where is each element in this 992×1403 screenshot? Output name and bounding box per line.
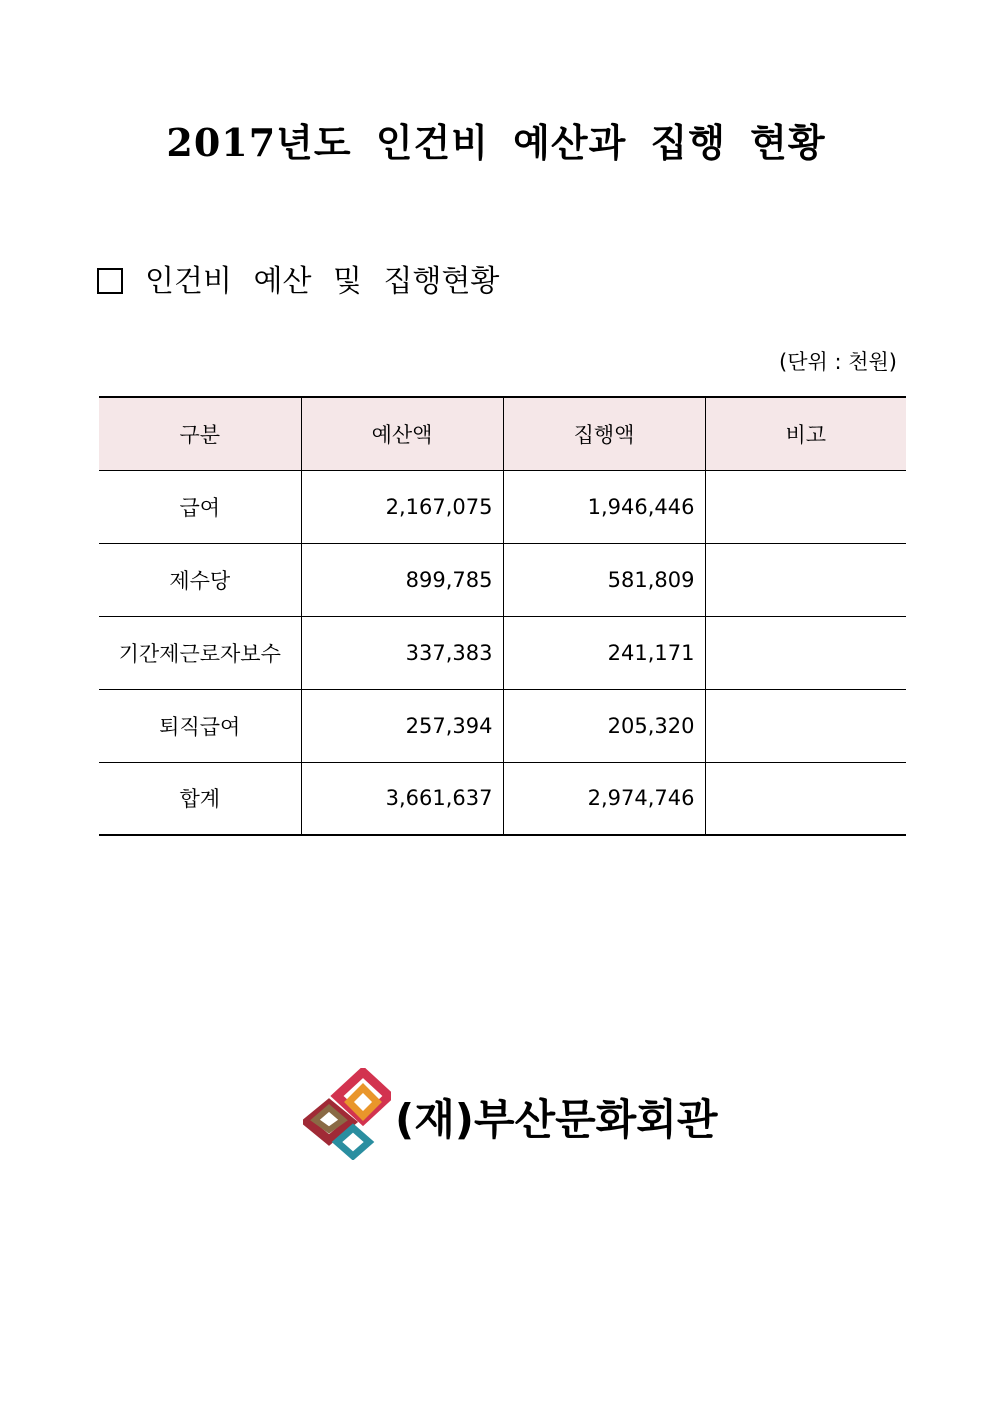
cell-budget: 257,394 (301, 689, 503, 762)
header-executed: 집행액 (503, 397, 705, 470)
cell-category: 퇴직급여 (99, 689, 301, 762)
cell-note (705, 762, 906, 835)
cell-budget: 2,167,075 (301, 470, 503, 543)
section-heading-label: 인건비 예산 및 집행현황 (145, 264, 500, 299)
cell-executed: 1,946,446 (503, 470, 705, 543)
cell-note (705, 689, 906, 762)
busan-cultural-center-emblem-icon (303, 1068, 391, 1160)
cell-category: 기간제근로자보수 (99, 616, 301, 689)
organization-logo (303, 1068, 717, 1160)
cell-executed: 241,171 (503, 616, 705, 689)
cell-category: 제수당 (99, 543, 301, 616)
cell-executed: 581,809 (503, 543, 705, 616)
table-row (99, 543, 906, 616)
table-row (99, 616, 906, 689)
cell-note (705, 543, 906, 616)
cell-note (705, 470, 906, 543)
cell-budget: 3,661,637 (301, 762, 503, 835)
cell-note (705, 616, 906, 689)
header-note: 비고 (705, 397, 906, 470)
table-row-total (99, 762, 906, 835)
cell-budget: 337,383 (301, 616, 503, 689)
table-header-row (99, 397, 906, 470)
header-category: 구분 (99, 397, 301, 470)
budget-table (99, 396, 906, 836)
document-title: 2017년도 인건비 예산과 집행 현황 (166, 120, 826, 165)
empty-square-icon (97, 268, 123, 294)
cell-category: 합계 (99, 762, 301, 835)
cell-category: 급여 (99, 470, 301, 543)
table-row (99, 470, 906, 543)
cell-executed: 205,320 (503, 689, 705, 762)
unit-note: (단위 : 천원) (779, 350, 897, 374)
organization-name: (재)부산문화회관 (395, 1095, 718, 1144)
table-row (99, 689, 906, 762)
section-heading (97, 256, 499, 300)
header-budget: 예산액 (301, 397, 503, 470)
cell-budget: 899,785 (301, 543, 503, 616)
cell-executed: 2,974,746 (503, 762, 705, 835)
